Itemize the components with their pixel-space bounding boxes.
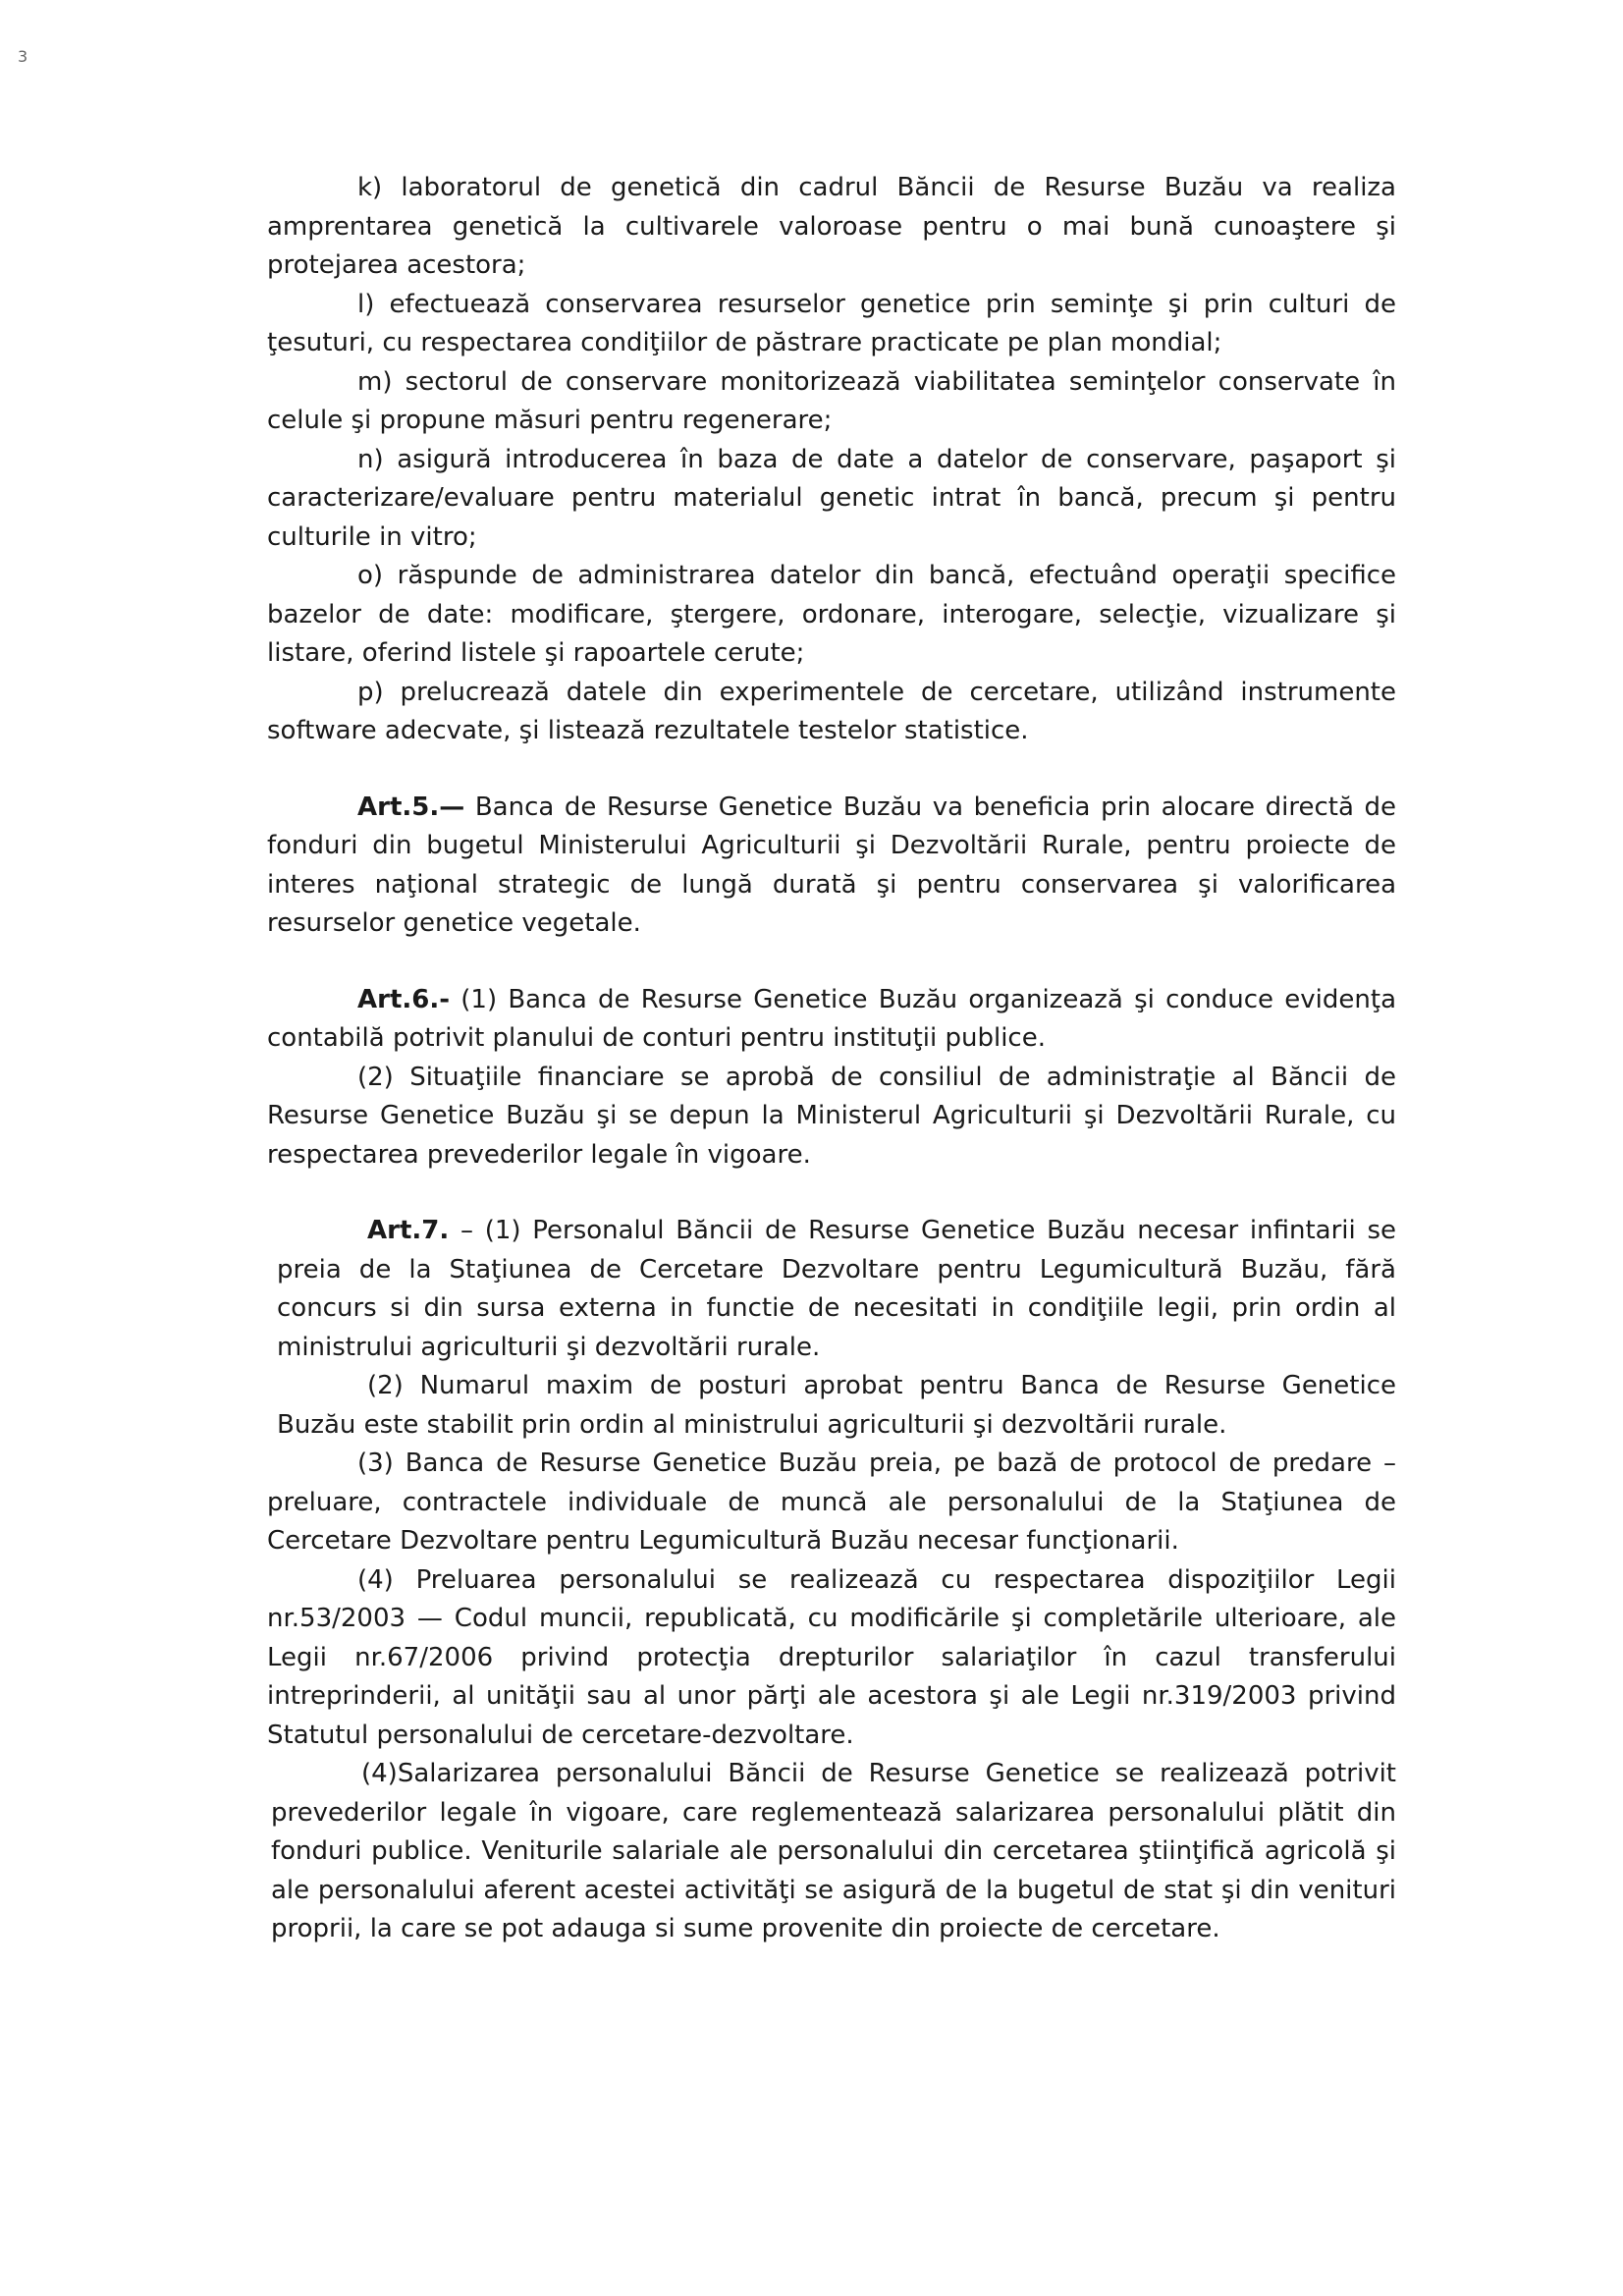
article-7-paragraph-4: (4) Preluarea personalului se realizează cu respectarea dispoziţiilor Legii nr.53/2003 — Codul muncii, republicată, cu modificările şi completările ulterioare, ale Legii nr.67/2006 privind protecţia drepturilor salariaţilor în cazul transferului intreprinderii, al unităţii sau al unor părţi ale acestora şi ale Legii nr.319/2003 privind Statutul personalului de cercetare-dezvoltare. (267, 1564, 1396, 1750)
article-6-text: (1) Banca de Resurse Genetice Buzău organizează şi conduce evidenţa contabilă potrivit planului de conturi pentru instituţii publice. (267, 984, 1396, 1053)
list-item-m: m) sectorul de conservare monitorizează viabilitatea seminţelor conservate în celule şi propune măsuri pentru regenerare; (267, 366, 1396, 435)
list-item-l: l) efectuează conservarea resurselor genetice prin seminţe şi prin culturi de ţesuturi, cu respectarea condiţiilor de păstrare practicate pe plan mondial; (267, 289, 1396, 357)
list-item-p: p) prelucrează datele din experimentele de cercetare, utilizând instrumente software adecvate, şi listează rezultatele testelor statistice. (267, 677, 1396, 745)
article-6-paragraph-2: (2) Situaţiile financiare se aprobă de consiliul de administraţie al Băncii de Resurse Genetice Buzău şi se depun la Ministerul Agriculturii şi Dezvoltării Rurale, cu respectarea prevederilor legale în vigoare. (267, 1062, 1396, 1170)
article-6 (267, 981, 1396, 1059)
article-6-heading: Art.6.- (357, 984, 451, 1014)
article-7-text: – (1) Personalul Băncii de Resurse Genetice Buzău necesar infintarii se preia de la Staţiunea de Cercetare Dezvoltare pentru Legumicultură Buzău, fără concurs si din sursa externa in functie de necesitati in condiţiile legii, prin ordin al ministrului agriculturii şi dezvoltării rurale. (277, 1216, 1396, 1362)
document-body (267, 169, 1396, 1949)
article-7-paragraph-2: (2) Numarul maxim de posturi aprobat pentru Banca de Resurse Genetice Buzău este stabilit prin ordin al ministrului agriculturii şi dezvoltării rurale. (277, 1371, 1396, 1440)
article-5 (267, 789, 1396, 944)
article-7-heading: Art.7. (367, 1216, 450, 1245)
article-7 (267, 1212, 1396, 1367)
page-mark: 3 (18, 47, 28, 66)
article-7-paragraph-5: (4)Salarizarea personalului Băncii de Resurse Genetice se realizează potrivit prevederilor legale în vigoare, care reglementează salarizarea personalului plătit din fonduri publice. Veniturile salariale ale personalului din cercetarea ştiinţifică agricolă şi ale personalului aferent acestei activităţi se asigură de la bugetul de stat şi din venituri proprii, la care se pot adauga si sume provenite din proiecte de cercetare. (271, 1759, 1396, 1943)
article-7-paragraph-3: (3) Banca de Resurse Genetice Buzău preia, pe bază de protocol de predare – preluare, contractele individuale de muncă ale personalului de la Staţiunea de Cercetare Dezvoltare pentru Legumicultură Buzău necesar funcţionarii. (267, 1449, 1396, 1556)
article-5-heading: Art.5.— (357, 792, 465, 822)
list-item-o: o) răspunde de administrarea datelor din bancă, efectuând operaţii specifice bazelor de date: modificare, ştergere, ordonare, interogare, selecţie, vizualizare şi listare, oferind listele şi rapoartele cerute; (267, 561, 1396, 668)
article-5-text: Banca de Resurse Genetice Buzău va beneficia prin alocare directă de fonduri din bugetul Ministerului Agriculturii şi Dezvoltării Rurale, pentru proiecte de interes naţional strategic de lungă durată şi pentru conservarea şi valorificarea resurselor genetice vegetale. (267, 792, 1396, 938)
list-item-n: n) asigură introducerea în baza de date a datelor de conservare, paşaport şi caracterizare/evaluare pentru materialul genetic intrat în bancă, precum şi pentru culturile in vitro; (267, 444, 1396, 552)
list-item-k: k) laboratorul de genetică din cadrul Băncii de Resurse Buzău va realiza amprentarea genetică la cultivarele valoroase pentru o mai bună cunoaştere şi protejarea acestora; (267, 173, 1396, 280)
